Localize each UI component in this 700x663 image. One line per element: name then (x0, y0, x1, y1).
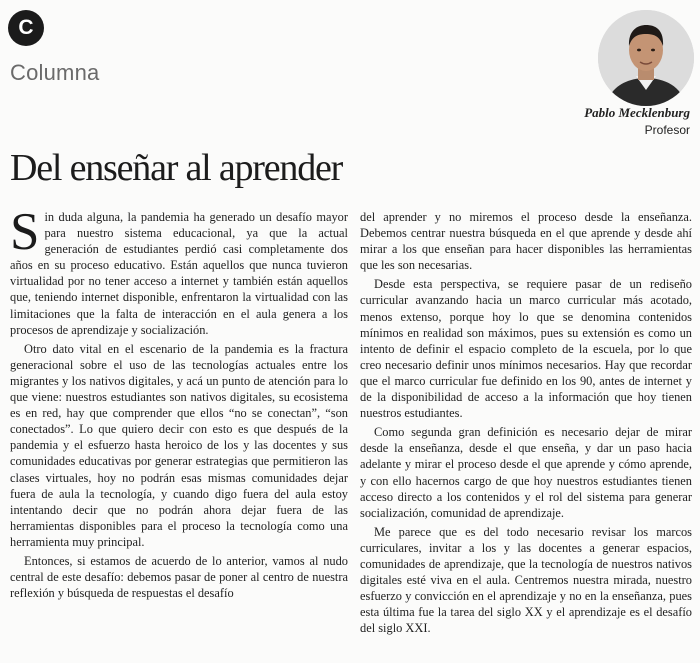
article-column-right (360, 209, 692, 639)
author-photo-icon (598, 10, 694, 106)
badge-letter: C (18, 16, 34, 39)
paragraph: Entonces, si estamos de acuerdo de lo anterior, vamos al nudo central de este desafío: debemos pasar de poner al centro de nuestra reflexión y búsqueda de respuestas el desafío (10, 553, 348, 601)
drop-cap: S (10, 203, 40, 261)
paragraph: Otro dato vital en el escenario de la pandemia es la fractura generacional sobre el uso de las tecnologías actuales entre los migrantes y los nativos digitales, y acá un punto de atención para lo que viene: nuestros estudiantes son nativos digitales, su ecosistema es en red, hay que comprender que ellos “no se conectan”, “son conectados”. Lo que quiero decir con esto es que después de la pandemia y el esfuerzo hasta heroico de los y las docentes y sus comunidades educativas por generar estrategias que permitieron las clases virtuales, hoy no podrán esas mismas comunidades dejar fuera de aula la tecnología, y cuando digo fuera del aula estoy intentando decir que no podrán ahora dejar fuera de las herramientas disponibles para el proceso la tecnología como una herramienta muy principal. (10, 341, 348, 549)
section-title: Columna (10, 60, 100, 85)
author-portrait (598, 10, 694, 106)
article-column-left (10, 203, 348, 604)
paragraph (10, 203, 348, 338)
column-badge (8, 10, 44, 46)
paragraph: Como segunda gran definición es necesario dejar de mirar desde la enseñanza, desde el que enseña, y dar un paso hacia adelante y mirar el proceso desde el que aprende y cómo aprende, y con ello hacernos cargo de que hoy nuestros estudiantes tienen acceso directo a los contenidos y el rol del sistema para generar socialización, comunidad de aprendizaje. (360, 425, 692, 520)
author-role: Profesor (644, 123, 690, 137)
paragraph: Me parece que es del todo necesario revisar los marcos curriculares, invitar a los y las docentes a generar espacios, comunidades de aprendizaje, que la tecnología de nuestros nativos digitales esté viva en el aula. Centremos nuestra mirada, nuestro esfuerzo y convicción en el aprendizaje y no en la enseñanza, pues esta última fue la tarea del siglo XX y el aprendizaje es el desafío del siglo XXI. (360, 524, 692, 636)
article-headline: Del enseñar al aprender (10, 147, 343, 189)
paragraph-text: in duda alguna, la pandemia ha generado un desafío mayor para nuestro sistema educacional, ya que la actual generación de estudiantes perdió casi completamente dos años en su proceso educativo. Están aquellos que nunca tuvieron virtualidad por no tener acceso a internet y también están aquellos que, teniendo internet disponible, enfrentaron la virtualidad con las limitaciones que la falta de interacción en el aula genera a los procesos de aprendizaje y socialización. (10, 210, 348, 337)
paragraph: del aprender y no miremos el proceso desde la enseñanza. Debemos centrar nuestra búsqueda en el que aprende y desde ahí mirar a los que enseñan para hacer disponibles las herramientas que les son necesarias. (360, 210, 692, 273)
paragraph: Desde esta perspectiva, se requiere pasar de un rediseño curricular avanzando hacia un marco curricular más acotado, menos extenso, porque hoy lo que se denomina contenidos mínimos en realidad son máximos, pues su extensión es como un intento de definir el espacio completo de la escuela, por lo que creo necesario definir unos mínimos necesarios. Hay que recordar que el marco curricular fue definido en los 90, antes de internet y de la disponibilidad de acceso a la información que hoy tienen nuestros estudiantes. (360, 277, 692, 421)
author-name: Pablo Mecklenburg (584, 105, 690, 120)
author-block (584, 105, 690, 137)
